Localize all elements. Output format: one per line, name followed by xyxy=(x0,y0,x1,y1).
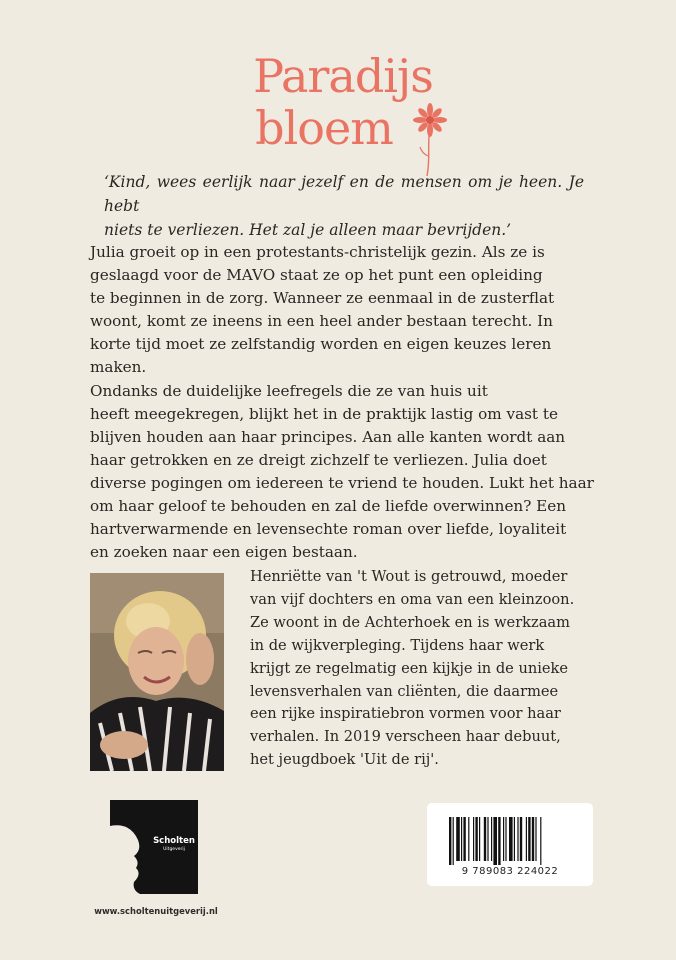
barcode-bar xyxy=(503,817,504,861)
barcode-bar xyxy=(535,817,536,861)
quote-line: niets te verliezen. Het zal je alleen maar bevrijden.’ xyxy=(104,221,512,239)
barcode-bar xyxy=(479,817,480,861)
synopsis-line: om haar geloof te behouden en zal de liefde overwinnen? Een xyxy=(90,497,567,516)
synopsis-line: Ondanks de duidelijke leefregels die ze van huis uit xyxy=(90,381,488,400)
synopsis-line: blijven houden aan haar principes. Aan alle kanten wordt aan xyxy=(90,427,566,446)
publisher-website: www.scholtenuitgeverij.nl xyxy=(94,906,218,916)
flower-icon xyxy=(408,100,452,180)
barcode-bar xyxy=(505,817,506,861)
synopsis-line: korte tijd moet ze zelfstandig worden en eigen keuzes leren xyxy=(90,335,552,354)
synopsis-line: diverse pogingen om iedereen te vriend te houden. Lukt het haar xyxy=(90,473,594,492)
barcode-bar xyxy=(520,817,522,861)
synopsis-line: Julia groeit op in een protestants-christelijk gezin. Als ze is xyxy=(90,243,545,261)
bio-line: Henriëtte van 't Wout is getrouwd, moeder xyxy=(250,568,568,585)
barcode-bar xyxy=(509,817,513,861)
synopsis-line: en zoeken naar een eigen bestaan. xyxy=(90,543,358,562)
barcode-bar xyxy=(532,817,534,861)
synopsis-line: haar getrokken en ze dreigt zichzelf te verliezen. Julia doet xyxy=(90,450,547,469)
barcode-bar xyxy=(526,817,527,861)
publisher-logo xyxy=(110,800,198,894)
synopsis-line: hartverwarmende en levensechte roman over liefde, loyaliteit xyxy=(90,520,567,539)
barcode-bar xyxy=(498,817,500,865)
quote-line: ‘Kind, wees eerlijk naar jezelf en de mensen om je heen. Je hebt xyxy=(104,173,584,215)
barcode-bar xyxy=(475,817,477,861)
barcode-bar xyxy=(453,817,454,865)
barcode-bar xyxy=(473,817,474,861)
synopsis-line: geslaagd voor de MAVO staat ze op het punt een opleiding xyxy=(90,266,543,285)
author-bio xyxy=(250,566,596,772)
book-quote xyxy=(104,170,584,242)
barcode-bar xyxy=(456,817,460,861)
bio-line: in de wijkverpleging. Tijdens haar werk xyxy=(250,636,545,654)
bio-line: krijgt ze regelmatig een kijkje in de unieke xyxy=(250,659,569,677)
barcode-bar xyxy=(449,817,451,865)
synopsis-line: maken. xyxy=(90,358,147,377)
bio-line: een rijke inspiratiebron vormen voor haar xyxy=(250,705,561,723)
publisher-subtitle: Uitgeverij xyxy=(163,847,185,852)
title-line-2: bloem xyxy=(255,101,393,155)
title-line-1: Paradijs xyxy=(253,49,433,103)
bio-line: Ze woont in de Achterhoek en is werkzaam xyxy=(250,613,570,631)
barcode-bar xyxy=(468,817,469,861)
book-title xyxy=(0,50,676,154)
author-photo xyxy=(90,573,224,771)
barcode-bar xyxy=(461,817,462,861)
bio-line: levensverhalen van cliënten, die daarmee xyxy=(250,682,559,700)
barcode-bar xyxy=(493,817,497,865)
synopsis-line: te beginnen in de zorg. Wanneer ze eenmaal in de zusterflat xyxy=(90,289,555,308)
bio-line: het jeugdboek 'Uit de rij'. xyxy=(250,751,439,769)
isbn-barcode xyxy=(427,803,593,886)
synopsis-line: woont, komt ze ineens in een heel ander bestaan terecht. In xyxy=(90,312,553,331)
barcode-bar xyxy=(487,817,488,861)
barcode-bar xyxy=(528,817,530,861)
barcode-bar xyxy=(517,817,518,861)
publisher-name: Scholten xyxy=(153,836,195,846)
synopsis-line: heeft meegekregen, blijkt het in de praktijk lastig om vast te xyxy=(90,404,558,423)
barcode-bar xyxy=(514,817,515,861)
barcode-icon xyxy=(447,817,577,865)
bio-line: van vijf dochters en oma van een kleinzoon. xyxy=(250,590,575,608)
synopsis xyxy=(90,241,595,564)
barcode-bar xyxy=(463,817,465,861)
barcode-bar xyxy=(540,817,541,865)
barcode-bar xyxy=(484,817,486,861)
bio-line: verhalen. In 2019 verscheen haar debuut, xyxy=(250,728,561,746)
isbn-number: 9 789083 224022 xyxy=(461,866,559,877)
barcode-bar xyxy=(491,817,492,861)
